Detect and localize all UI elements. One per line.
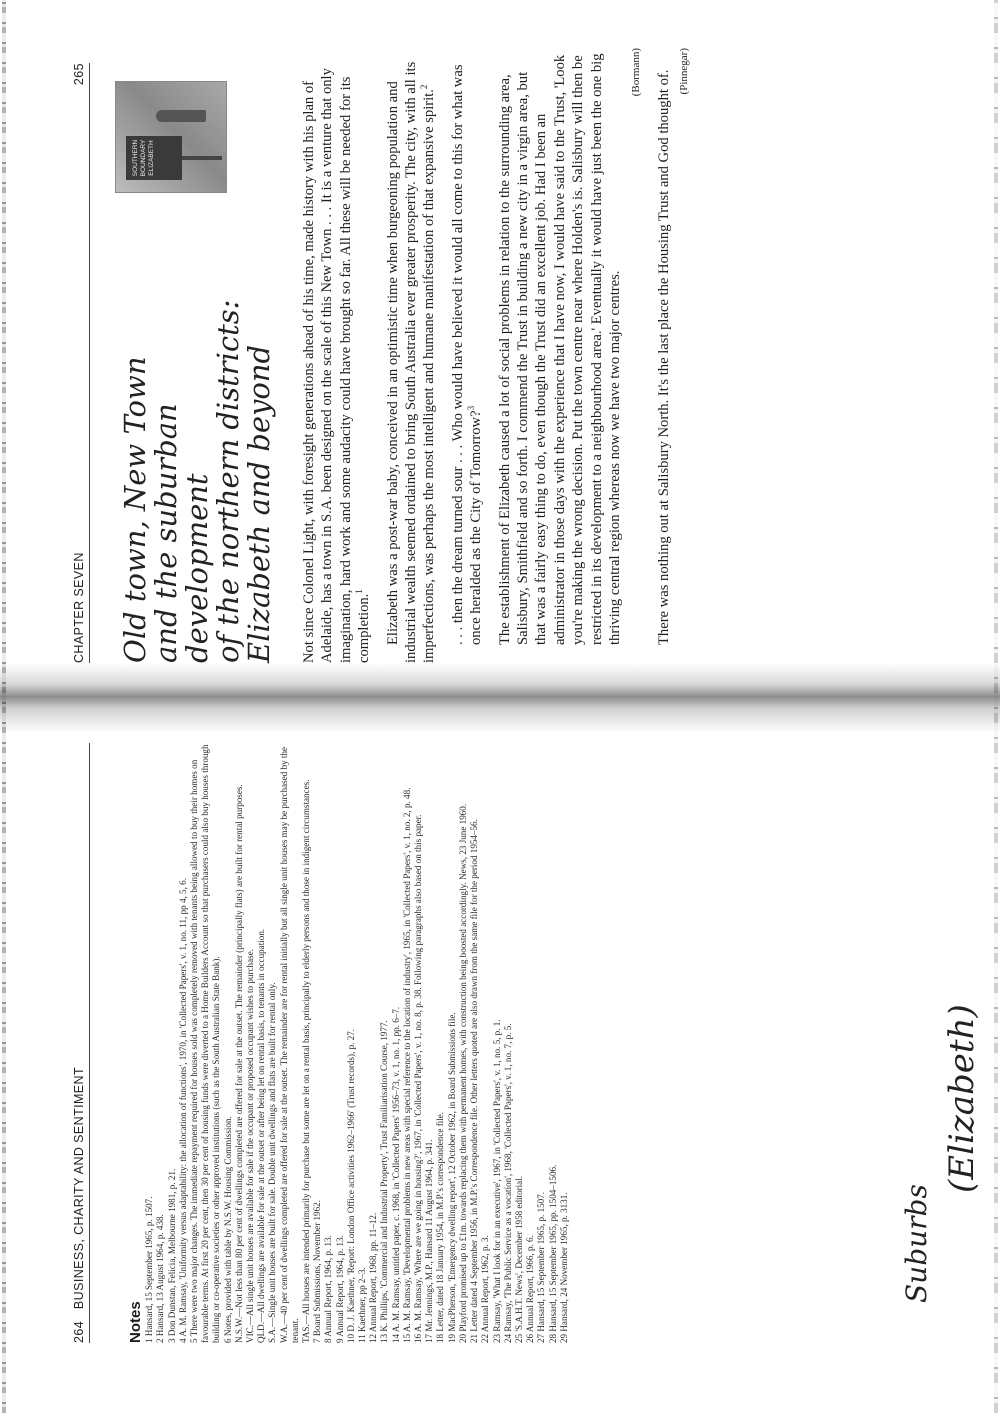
handwritten-elizabeth: (Elizabeth): [942, 1004, 982, 1193]
paragraph-text: (Pinnegar): [678, 48, 691, 95]
chapter-title-line: of the northern districts:: [211, 299, 245, 663]
left-page: [60, 723, 982, 1343]
note-item: 14 A. M. Ramsay, untitled paper, c. 1968, in 'Collected Papers' 1956–73, v. 1, no. 1, pp. 6–7.: [390, 1006, 401, 1343]
note-item: 18 Letter, dated 18 January 1954, in M.P.'s correspondence file.: [435, 1111, 446, 1343]
note-item: 21 Letter dated 4 September 1956, in M.P.'s Correspondence file. Other letters quoted are also drawn from the same file for the period 1954–56.: [469, 819, 480, 1343]
body-paragraph: [384, 48, 439, 663]
note-item: 28 Hansard, 15 September 1965, pp. 1504–1506.: [547, 1164, 558, 1343]
note-item: S.A.—Single unit houses are built for sale. Double unit dwellings and flats are built for rental only.: [267, 982, 278, 1343]
note-item: VIC.—All single unit houses are available for sale if the occupant or proposed occupant wishes to purchase.: [245, 949, 256, 1343]
quote-attribution: [627, 48, 645, 663]
photo-sign: SOUTHERN BOUNDARY ELIZABETH: [126, 136, 182, 180]
note-item: 10 D. J. Kaethner, 'Report: London Office activities 1962–1966' (Trust records), p. 27.: [345, 1028, 356, 1343]
note-item: 8 Annual Report, 1964, p. 13.: [323, 1235, 334, 1343]
footnote-reference: 2: [419, 84, 430, 90]
note-item: 16 A. M. Ramsay, 'Where are we going in housing?', 1967, in 'Collected Papers', v. 1, no. 8, p. 38. Following paragraphs also based on this paper.: [413, 814, 424, 1343]
left-header-rule: [89, 743, 90, 1343]
handwritten-suburbs: Suburbs: [900, 1184, 933, 1303]
photo-figure: [156, 110, 206, 122]
notes-section: [127, 728, 570, 1343]
note-item: 22 Annual Report, 1962, p. 3.: [480, 1235, 491, 1343]
note-item: 26 Annual Report, 1966, p. 6.: [525, 1235, 536, 1343]
left-running-head: [72, 743, 90, 1343]
note-item: N.S.W.—Not less than 80 per cent of dwellings completed are offered for sale at the outset. The remainder (principally flats) are built for rental purposes.: [233, 784, 244, 1343]
notes-heading: Notes: [127, 1301, 144, 1343]
note-item: TAS.—All houses are intended primarily for purchase but some are let on a rental basis, principally to elderly persons and those in indigent circumstances.: [301, 779, 312, 1343]
quote-attribution: [675, 48, 693, 663]
note-item: 11 Kaethner, pp 2–3.: [357, 1267, 368, 1343]
right-header-rule: [89, 63, 90, 663]
note-item: W.A.—40 per cent of dwellings completed are offered for sale at the outset. The remainder are for rental initially but all single unit houses may be purchased by the tenant.: [278, 746, 300, 1343]
paragraph-text: . . . then the dream turned sour . . . Who would have believed it would all come to this for what was once heralded as the City of Tomorrow?: [449, 64, 485, 645]
paragraph-text: Elizabeth was a post-war baby, conceived in an optimistic time when burgeoning population and industrial wealth seemed ordained to bring South Australia ever greater prosperity. The city, with all its imperfections, was perhaps the most intelligent and humane manifestation of that expansive spirit.: [384, 61, 438, 663]
note-item: 24 Ramsay, 'The Public Service as a vocation', 1968, 'Collected Papers', v. 1, no. 7, p. 5.: [502, 1023, 513, 1343]
note-item: 6 Notes, provided with table by N.S.W. Housing Commission.: [222, 1116, 233, 1343]
note-item: QLD.—All dwellings are available for sale at the outset or after being let on rental basis, to tenants in occupation.: [256, 928, 267, 1343]
notes-list: [144, 728, 570, 1343]
chapter-title-line: Elizabeth and beyond: [242, 344, 276, 663]
note-item: 1 Hansard, 15 September 1965, p. 1507.: [144, 1196, 155, 1343]
note-item: 17 Mr. Jennings, M.P., Hansard 11 August 1964, p. 341.: [424, 1139, 435, 1343]
note-item: 20 Playford promised up to £1m. towards replacing them with permanent homes, with construction being boosted accordingly. News, 23 June 1960.: [457, 803, 468, 1343]
note-item: 25 'S.A.H.T. News', December 1958 editorial.: [513, 1175, 524, 1343]
handwritten-annotation: [900, 943, 1000, 1303]
footnote-reference: 3: [466, 405, 477, 411]
note-item: 9 Annual Report, 1964, p. 13.: [334, 1235, 345, 1343]
note-item: 3 Don Dunstan, Felicia, Melbourne 1981, p. 21.: [166, 1168, 177, 1343]
note-item: 19 MacPherson, 'Emergency dwelling report', 12 October 1962, in Board Submissions file.: [446, 1012, 457, 1343]
paragraph-text: The establishment of Elizabeth caused a lot of social problems in relation to the surrounding area, Salisbury, Smithfield and so forth. I commend the Trust in building a new city in a virgin area, but that was a fairly easy thing to do, even though the Trust did an excellent job. Had I been an administrator in those days with the experience that I have now, I would have said to the Trust, 'Look you're making the wrong decision. Put the town centre near where Holden's is. Salisbury will then be restricted in its development to a neighbourhood area.' Eventually it would have just been the one big thriving central region whereas now we have two major centres.: [496, 53, 624, 645]
body-paragraph: [496, 48, 625, 645]
note-item: 15 A. M. Ramsay, 'Developmental problems in new areas with special reference to the location of industry', 1965, in 'Collected Papers', v. 1, no. 2, p. 48.: [401, 787, 412, 1343]
body-paragraph: [300, 48, 374, 663]
footnote-reference: 1: [354, 589, 365, 594]
note-item: 27 Hansard, 15 September 1965, p. 1507.: [536, 1191, 547, 1343]
note-item: 12 Annual Report, 1968, pp. 11–12.: [368, 1212, 379, 1343]
note-item: 7 Board Submissions, November 1962.: [312, 1200, 323, 1343]
chapter-title: [120, 243, 275, 663]
right-running-head: [72, 63, 90, 663]
right-page: [60, 43, 960, 663]
paragraph-text: (Bormann): [629, 48, 642, 97]
paragraph-text: There was nothing out at Salisbury North. It's the last place the Housing Trust and God thought of.: [655, 69, 672, 645]
note-item: 13 K. Phillips, 'Commercial and Industrial Property', Trust Familiarisation Course, 1977.: [379, 1020, 390, 1343]
left-page-number: 264: [72, 1320, 86, 1343]
chapter-body-text: [300, 48, 704, 663]
note-item: 2 Hansard, 13 August 1964, p. 438.: [155, 1214, 166, 1343]
note-item: 29 Hansard, 24 November 1965, p. 3131.: [558, 1192, 569, 1343]
right-page-number: 265: [72, 63, 86, 86]
chapter-photo: [115, 81, 227, 193]
paragraph-text: Not since Colonel Light, with foresight generations ahead of his time, made history with his plan of Adelaide, has a town in S.A. been designed on the scale of this New Town . . . It is a venture that only imagination, hard work and some audacity could have brought so far. All these will be needed for its completion.: [301, 68, 373, 663]
note-item: 5 There were two major changes. The immediate repayment required for houses sold was completely removed with tenants being allowed to buy their homes on favourable terms. At first 20 per cent, then 30 per cent of housing funds were diverted to a Home Builders Account so that purchasers could also buy houses through building or co-operative societies or other approved institutions (such as the South Australian State Bank).: [189, 744, 222, 1343]
left-running-title: BUSINESS, CHARITY AND SENTIMENT: [72, 1066, 86, 1310]
body-paragraph: [655, 48, 673, 645]
photo-sign-post: [182, 156, 222, 160]
chapter-title-line: and the suburban development: [149, 403, 214, 663]
note-item: 4 A. M. Ramsay, 'Uniformity versus adaptability: the allocation of functions', 1970, in 'Collected Papers', v. 1, no. 11, pp 4, 5, 6.: [177, 878, 188, 1343]
right-running-title: CHAPTER SEVEN: [72, 552, 86, 663]
body-paragraph: [449, 48, 486, 645]
note-item: 23 Ramsay, 'What I look for in an executive', 1967, in 'Collected Papers', v. 1, no. 5, p. 1.: [491, 1019, 502, 1343]
chapter-title-line: Old town, New Town: [118, 356, 152, 663]
